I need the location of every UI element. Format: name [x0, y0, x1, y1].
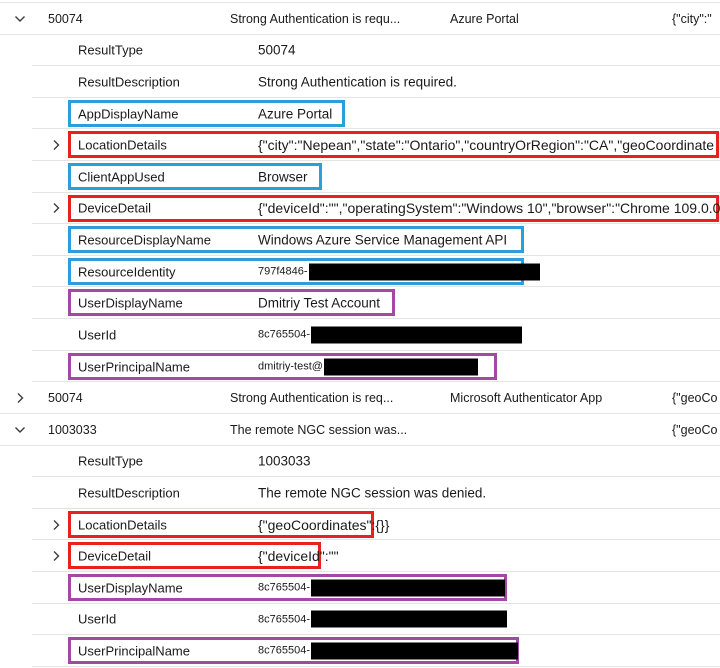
row-separator: [32, 97, 720, 98]
result-location-json: {"geoCo: [672, 422, 718, 437]
chevron-right-icon[interactable]: [50, 202, 62, 214]
field-value-text: Azure Portal: [258, 106, 333, 122]
row-separator: [32, 128, 720, 129]
field-label: ClientAppUsed: [78, 169, 165, 185]
field-value-text: {"city":"Nepean","state":"Ontario","countryOrRegion":"CA","geoCoordinate: [258, 137, 715, 154]
field-label: ResultType: [78, 453, 144, 469]
field-value: [258, 326, 522, 343]
chevron-right-icon[interactable]: [50, 519, 62, 531]
field-value-text: 8c765504-: [258, 644, 310, 657]
field-value-text: Windows Azure Service Management API: [258, 232, 508, 248]
field-label: LocationDetails: [78, 137, 167, 153]
field-value: [258, 106, 332, 121]
result-location-json: {"city":": [672, 11, 712, 26]
field-value: [258, 485, 486, 500]
field-label: UserId: [78, 327, 117, 343]
field-value-text: The remote NGC session was denied.: [258, 485, 487, 501]
result-app-name: Microsoft Authenticator App: [450, 391, 603, 406]
field-label: DeviceDetail: [78, 200, 151, 216]
field-value: [258, 517, 389, 533]
detail-row-devicedetail: [0, 540, 720, 572]
result-app-name: Azure Portal: [450, 11, 519, 26]
row-separator: [0, 34, 720, 35]
field-value-text: Browser: [258, 169, 308, 185]
row-separator: [0, 445, 720, 446]
row-separator: [32, 539, 720, 540]
result-row[interactable]: [0, 414, 720, 446]
redaction-bar: [311, 642, 518, 659]
field-value: [258, 233, 507, 248]
detail-row-userdisplayname: [0, 287, 720, 319]
result-description: Strong Authentication is req...: [230, 391, 394, 406]
field-value-text: 8c765504-: [258, 581, 310, 594]
field-value: [258, 137, 714, 153]
detail-row-locationdetails: [0, 509, 720, 541]
field-value-text: 8c765504-: [258, 328, 310, 341]
row-separator: [32, 192, 720, 193]
detail-row-resulttype: [0, 35, 720, 67]
field-value-text: 8c765504-: [258, 613, 310, 626]
field-label: ResourceDisplayName: [78, 232, 211, 248]
field-value-text: 50074: [258, 42, 296, 58]
detail-row-userid: [0, 319, 720, 351]
field-value-text: {"deviceId":"","operatingSystem":"Windows 10","browser":"Chrome 109.0.0: [258, 200, 720, 217]
field-value: [258, 296, 380, 311]
field-value: [258, 263, 540, 280]
row-separator: [32, 350, 720, 351]
field-label: AppDisplayName: [78, 106, 179, 122]
field-value: [258, 169, 308, 184]
chevron-right-icon[interactable]: [50, 139, 62, 151]
field-value: [258, 43, 296, 58]
row-separator: [32, 603, 720, 604]
field-label: ResultDescription: [78, 485, 180, 501]
detail-row-resultdescription: [0, 477, 720, 509]
field-value-text: Dmitriy Test Account: [258, 295, 381, 311]
row-separator: [32, 634, 720, 635]
result-id: 1003033: [48, 422, 97, 437]
detail-row-appdisplayname: [0, 98, 720, 130]
redaction-bar: [311, 326, 522, 343]
field-value: [258, 358, 478, 375]
field-label: ResultType: [78, 42, 144, 58]
row-separator: [32, 286, 720, 287]
field-label: ResourceIdentity: [78, 264, 176, 280]
row-separator: [32, 223, 720, 224]
result-id: 50074: [48, 391, 83, 406]
field-value: [258, 75, 457, 90]
field-value-text: 797f4846-: [258, 265, 308, 278]
detail-row-userprincipalname: [0, 635, 720, 667]
chevron-right-icon[interactable]: [14, 392, 26, 404]
field-value-text: {"deviceId":"": [258, 548, 339, 565]
result-row[interactable]: [0, 382, 720, 414]
row-separator: [32, 381, 720, 382]
row-separator: [32, 255, 720, 256]
row-separator: [0, 413, 720, 414]
field-label: UserDisplayName: [78, 580, 183, 596]
result-description: The remote NGC session was...: [230, 422, 408, 437]
chevron-down-icon[interactable]: [14, 424, 26, 436]
redaction-bar: [309, 263, 540, 280]
field-value: [258, 454, 311, 469]
field-label: LocationDetails: [78, 517, 167, 533]
redaction-bar: [324, 358, 478, 375]
detail-row-userid: [0, 604, 720, 636]
field-value: [258, 548, 339, 564]
result-id: 50074: [48, 11, 83, 26]
detail-row-locationdetails: [0, 129, 720, 161]
chevron-down-icon[interactable]: [14, 13, 26, 25]
field-label: UserDisplayName: [78, 295, 183, 311]
field-value: [258, 642, 518, 659]
detail-row-devicedetail: [0, 193, 720, 225]
field-value-text: 1003033: [258, 453, 311, 469]
detail-row-resultdescription: [0, 66, 720, 98]
row-separator: [32, 508, 720, 509]
row-separator: [32, 65, 720, 66]
row-separator: [32, 476, 720, 477]
detail-row-resulttype: [0, 446, 720, 478]
field-value: [258, 611, 507, 628]
result-description: Strong Authentication is requ...: [230, 11, 401, 26]
result-location-json: {"geoCo: [672, 391, 718, 406]
result-row[interactable]: [0, 3, 720, 35]
field-label: UserPrincipalName: [78, 643, 190, 659]
detail-row-resourcedisplayname: [0, 224, 720, 256]
field-value: [258, 579, 505, 596]
field-label: ResultDescription: [78, 74, 180, 90]
field-value-text: {"geoCoordinates":{}}: [258, 516, 390, 533]
field-label: DeviceDetail: [78, 548, 151, 564]
chevron-right-icon[interactable]: [50, 550, 62, 562]
field-label: UserPrincipalName: [78, 359, 190, 374]
row-separator: [32, 318, 720, 319]
redaction-bar: [311, 579, 505, 596]
row-separator: [32, 160, 720, 161]
detail-row-userdisplayname: [0, 572, 720, 604]
field-value-text: dmitriy-test@: [258, 360, 323, 373]
results-table: [0, 2, 720, 667]
detail-row-clientappused: [0, 161, 720, 193]
redaction-bar: [311, 611, 507, 628]
detail-row-userprincipalname: [0, 351, 720, 383]
row-separator: [32, 571, 720, 572]
field-label: UserId: [78, 611, 117, 627]
field-value-text: Strong Authentication is required.: [258, 74, 457, 90]
field-value: [258, 200, 720, 216]
detail-row-resourceidentity: [0, 256, 720, 288]
